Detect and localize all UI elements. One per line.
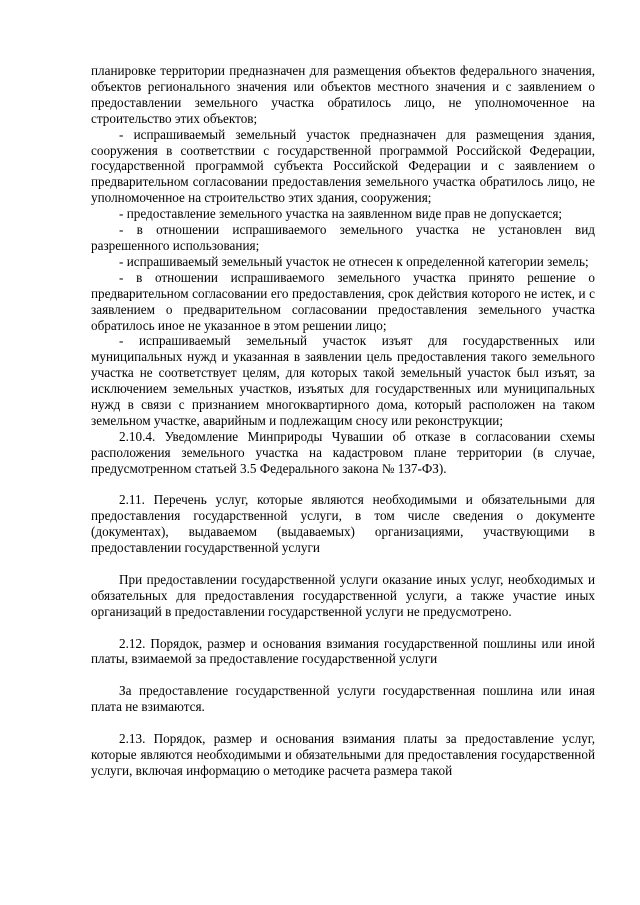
paragraph-list-item: - испрашиваемый земельный участок изъят для государственных или муниципальных нужд и указанная в заявлении цель предоставления такого земельного участка не соответствует целям, для которых такой земельный участок был изъят, за исключением земельных участков, изъятых для государственных или муниципальных нужд в связи с признанием многоквартирного дома, который расположен на таком земельном участке, аварийным и подлежащим сносу или реконструкции;: [91, 333, 595, 428]
paragraph-body: При предоставлении государственной услуги оказание иных услуг, необходимых и обязательных для предоставления государственной услуги, а также участие иных организаций в предоставлении государственной услуги не предусмотрено.: [91, 571, 595, 619]
paragraph-body: За предоставление государственной услуги государственная пошлина или иная плата не взимаются.: [91, 683, 595, 715]
paragraph-list-item: - в отношении испрашиваемого земельного участка не установлен вид разрешенного использования;: [91, 222, 595, 253]
section-heading: 2.12. Порядок, размер и основания взимания государственной пошлины или иной платы, взимаемой за предоставление государственной услуги: [91, 635, 595, 667]
paragraph-clause: 2.10.4. Уведомление Минприроды Чувашии об отказе в согласовании схемы расположения земельного участка на кадастровом плане территории (в случае, предусмотренном статьей 3.5 Федерального закона № 137-ФЗ).: [91, 428, 595, 476]
section-heading: 2.11. Перечень услуг, которые являются необходимыми и обязательными для предоставления государственной услуги, в том числе сведения о документе (документах), выдаваемом (выдаваемых) организациями, участвующими в предоставлении государственной услуги: [91, 492, 595, 556]
paragraph-list-item: - испрашиваемый земельный участок не отнесен к определенной категории земель;: [119, 253, 589, 269]
paragraph-list-item: - в отношении испрашиваемого земельного участка принято решение о предварительном согласовании его предоставления, срок действия которого не истек, и с заявлением о предварительном согласовании предоставления земельного участка обратилось иное не указанное в этом решении лицо;: [91, 269, 595, 333]
paragraph-continuation: планировке территории предназначен для размещения объектов федерального значения, объектов регионального значения или объектов местного значения и с заявлением о предоставлении земельного участка обратилось лицо, не уполномоченное на строительство этих объектов;: [91, 63, 595, 126]
paragraph-list-item: - предоставление земельного участка на заявленном виде прав не допускается;: [119, 206, 563, 222]
document-page: [91, 63, 595, 779]
section-heading: 2.13. Порядок, размер и основания взимания платы за предоставление услуг, которые являются необходимыми и обязательными для предоставления государственной услуги, включая информацию о методике расчета размера такой: [91, 730, 595, 778]
paragraph-list-item: - испрашиваемый земельный участок предназначен для размещения здания, сооружения в соответствии с государственной программой Российской Федерации, государственной программой субъекта Российской Федерации и с заявлением о предварительном согласовании предоставления земельного участка обратилось лицо, не уполномоченное на строительство этих здания, сооружения;: [91, 126, 595, 206]
